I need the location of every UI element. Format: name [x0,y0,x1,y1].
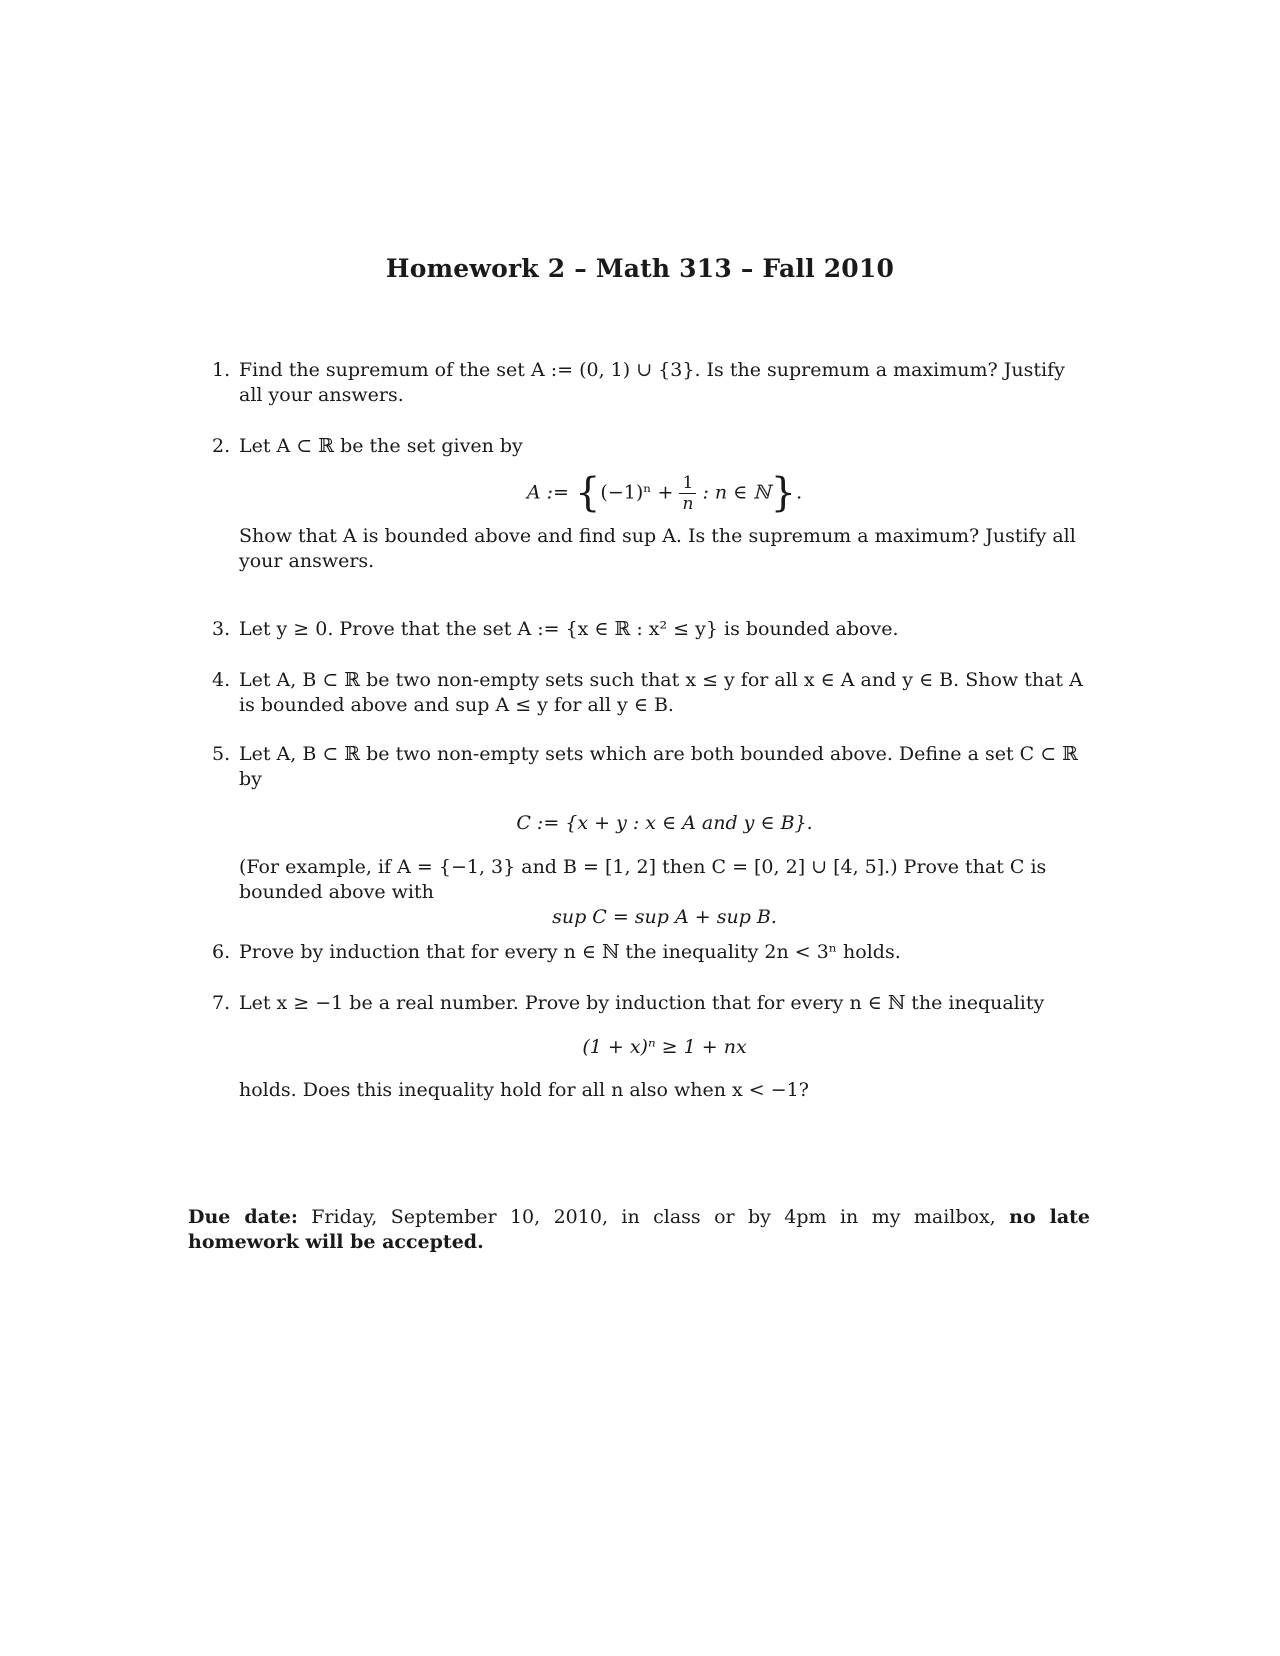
problem-text: Let y ≥ 0. Prove that the set A := {x ∈ ℝ : x² ≤ y} is bounded above. [239,618,899,640]
due-date-note [188,1205,1090,1255]
problem-5 [212,742,1090,930]
display-equation [239,470,1090,516]
display-equation-2: sup C = sup A + sup B. [552,906,777,928]
problem-after: holds. Does this inequality hold for all n also when x < −1? [239,1079,809,1101]
problem-number: 5. [212,743,231,765]
problem-intro: Let A, B ⊂ ℝ be two non-empty sets which are both bounded above. Define a set C ⊂ ℝ by [239,743,1078,790]
equation-end: . [796,481,803,504]
problem-number: 3. [212,618,231,640]
problem-6 [212,940,1090,965]
equation-left: (−1)ⁿ + [600,481,674,504]
problem-number: 7. [212,992,231,1014]
problem-7 [212,991,1090,1103]
fraction-numerator: 1 [679,473,696,494]
due-date-emphasis: no late homework will be accepted. [188,1206,1091,1253]
problem-number: 6. [212,941,231,963]
problem-text: Prove by induction that for every n ∈ ℕ the inequality 2n < 3ⁿ holds. [239,941,901,963]
problem-after: Show that A is bounded above and find sup A. Is the supremum a maximum? Justify all your answers. [239,525,1076,572]
problem-2 [212,434,1090,574]
problem-3 [212,617,1090,642]
left-brace: { [574,470,601,516]
problem-number: 1. [212,359,231,381]
page-title: Homework 2 – Math 313 – Fall 2010 [385,254,895,283]
problem-text: Find the supremum of the set A := (0, 1) ∪ {3}. Is the supremum a maximum? Justify all your answers. [239,359,1065,406]
due-date-text: Friday, September 10, 2010, in class or by 4pm in my mailbox, [297,1206,1010,1228]
problem-1 [212,358,1090,408]
problem-number: 4. [212,669,231,691]
display-equation-1: C := {x + y : x ∈ A and y ∈ B}. [516,812,813,834]
right-brace: } [770,470,797,516]
problem-middle: (For example, if A = {−1, 3} and B = [1, 2] then C = [0, 2] ∪ [4, 5].) Prove that C is bounded above with [239,856,1047,903]
equation-prefix: A := [526,481,569,504]
display-equation: (1 + x)ⁿ ≥ 1 + nx [582,1036,747,1058]
problem-intro: Let x ≥ −1 be a real number. Prove by induction that for every n ∈ ℕ the inequality [239,992,1045,1014]
equation-right: : n ∈ ℕ [702,481,771,504]
problem-number: 2. [212,435,231,457]
problem-4 [212,668,1090,718]
problem-text: Let A, B ⊂ ℝ be two non-empty sets such that x ≤ y for all x ∈ A and y ∈ B. Show that A is bounded above and sup A ≤ y for all y ∈ B. [239,669,1083,716]
problem-intro: Let A ⊂ ℝ be the set given by [239,435,523,457]
due-date-label: Due date: [188,1206,298,1228]
fraction [679,473,696,514]
fraction-denominator: n [682,494,694,514]
